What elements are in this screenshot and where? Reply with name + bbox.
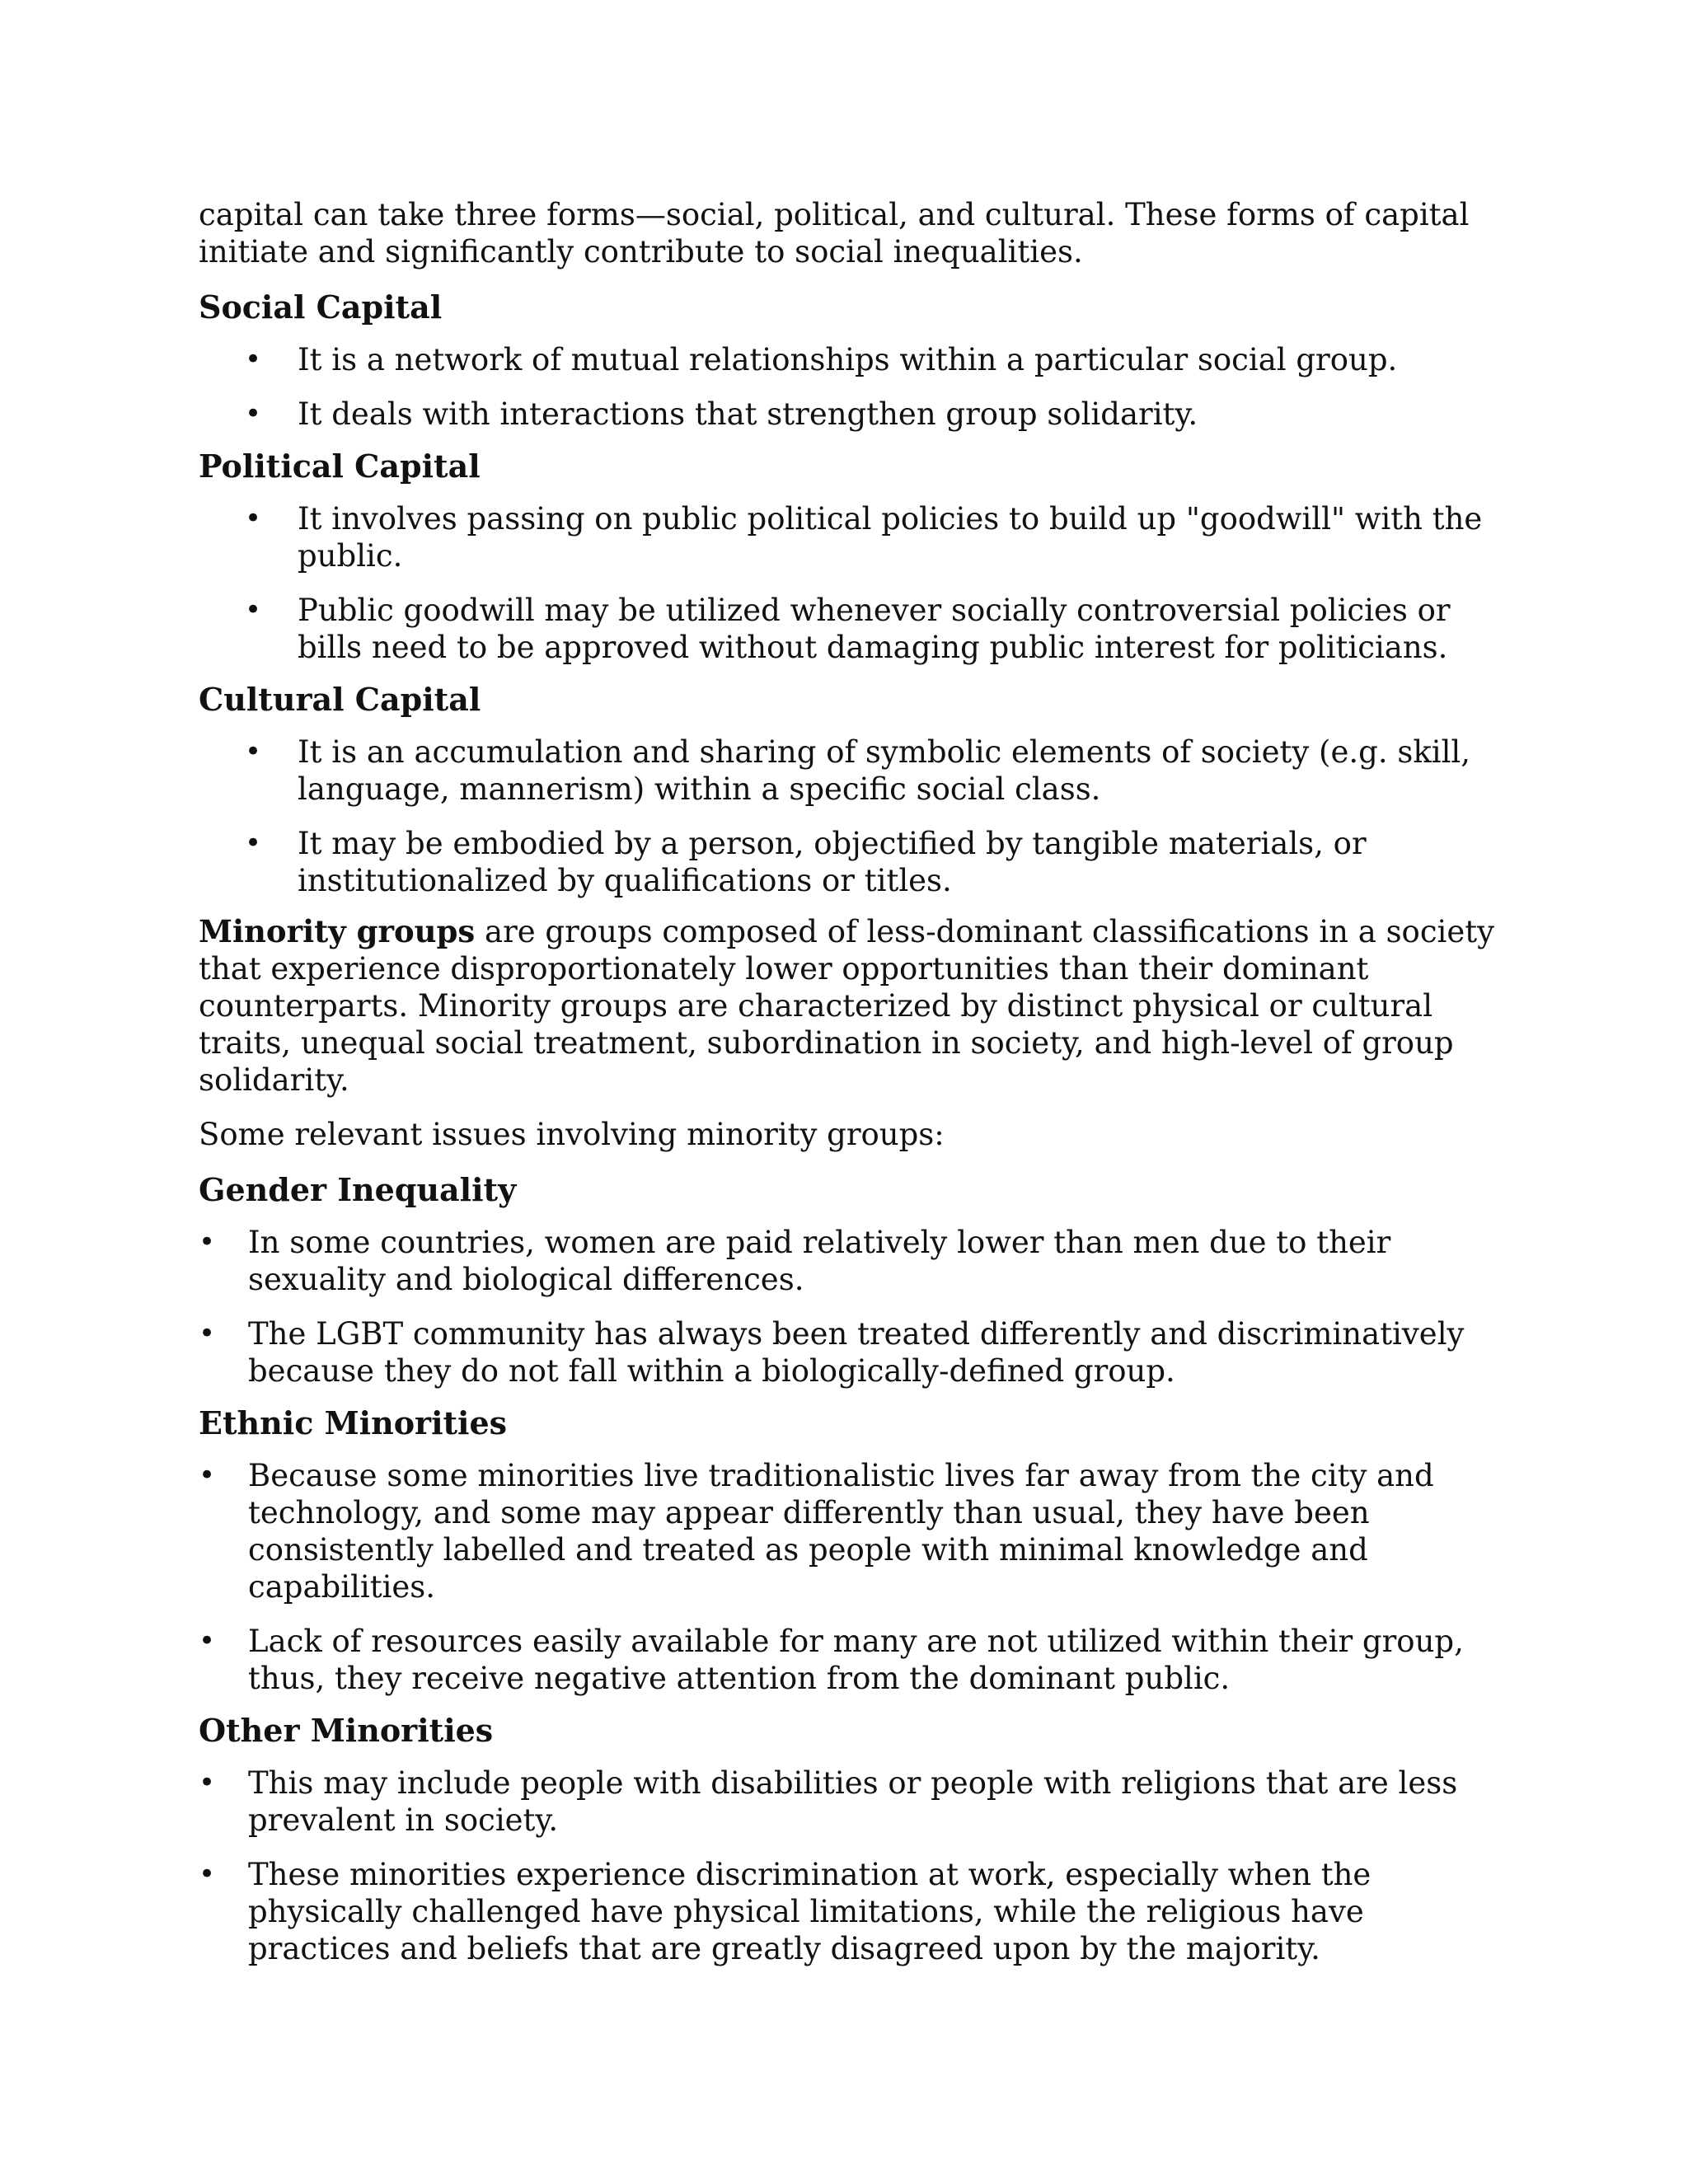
political-capital-list bbox=[199, 500, 1501, 666]
list-item: • It involves passing on public political policies to build up "goodwill" with the public. bbox=[199, 500, 1501, 574]
minority-groups-paragraph bbox=[199, 913, 1501, 1099]
heading-gender-inequality: Gender Inequality bbox=[199, 1171, 517, 1208]
issues-intro: Some relevant issues involving minority groups: bbox=[199, 1117, 945, 1152]
list-item: • It deals with interactions that strengthen group solidarity. bbox=[199, 396, 1501, 433]
social-capital-list bbox=[199, 341, 1501, 433]
heading-ethnic-minorities: Ethnic Minorities bbox=[199, 1404, 508, 1441]
minority-groups-definition: are groups composed of less-dominant classifications in a society that experience disproportionately lower opportunities than their dominant counterparts. Minority groups are characterized by distinct physical or cultural traits, unequal social treatment, subordination in society, and high-level of group solidarity. bbox=[199, 914, 1495, 1098]
list-item: • The LGBT community has always been treated differently and discriminatively because they do not fall within a biologically-defined group. bbox=[199, 1315, 1501, 1390]
minority-groups-term: Minority groups bbox=[199, 913, 476, 949]
list-item: • It may be embodied by a person, objectified by tangible materials, or institutionalized by qualifications or titles. bbox=[199, 825, 1501, 899]
list-item: • It is an accumulation and sharing of symbolic elements of society (e.g. skill, language, mannerism) within a specific social class. bbox=[199, 733, 1501, 808]
list-item: • Lack of resources easily available for many are not utilized within their group, thus, they receive negative attention from the dominant public. bbox=[199, 1623, 1501, 1697]
list-item: • This may include people with disabilities or people with religions that are less prevalent in society. bbox=[199, 1765, 1501, 1839]
intro-paragraph: capital can take three forms—social, political, and cultural. These forms of capital initiate and significantly contribute to social inequalities. bbox=[199, 197, 1470, 269]
heading-cultural-capital: Cultural Capital bbox=[199, 681, 481, 718]
document-page bbox=[199, 196, 1501, 1981]
cultural-capital-list bbox=[199, 733, 1501, 899]
list-item: • These minorities experience discrimination at work, especially when the physically challenged have physical limitations, while the religious have practices and beliefs that are greatly disagreed upon by the majority. bbox=[199, 1856, 1501, 1967]
heading-political-capital: Political Capital bbox=[199, 448, 481, 485]
heading-social-capital: Social Capital bbox=[199, 288, 443, 326]
gender-inequality-list bbox=[199, 1224, 1501, 1390]
list-item: • Public goodwill may be utilized whenever socially controversial policies or bills need to be approved without damaging public interest for politicians. bbox=[199, 592, 1501, 666]
heading-other-minorities: Other Minorities bbox=[199, 1712, 494, 1749]
list-item: • In some countries, women are paid relatively lower than men due to their sexuality and biological differences. bbox=[199, 1224, 1501, 1298]
list-item: • Because some minorities live traditionalistic lives far away from the city and technology, and some may appear differently than usual, they have been consistently labelled and treated as people with minimal knowledge and capabilities. bbox=[199, 1457, 1501, 1605]
list-item: • It is a network of mutual relationships within a particular social group. bbox=[199, 341, 1501, 378]
ethnic-minorities-list bbox=[199, 1457, 1501, 1697]
other-minorities-list bbox=[199, 1765, 1501, 1967]
